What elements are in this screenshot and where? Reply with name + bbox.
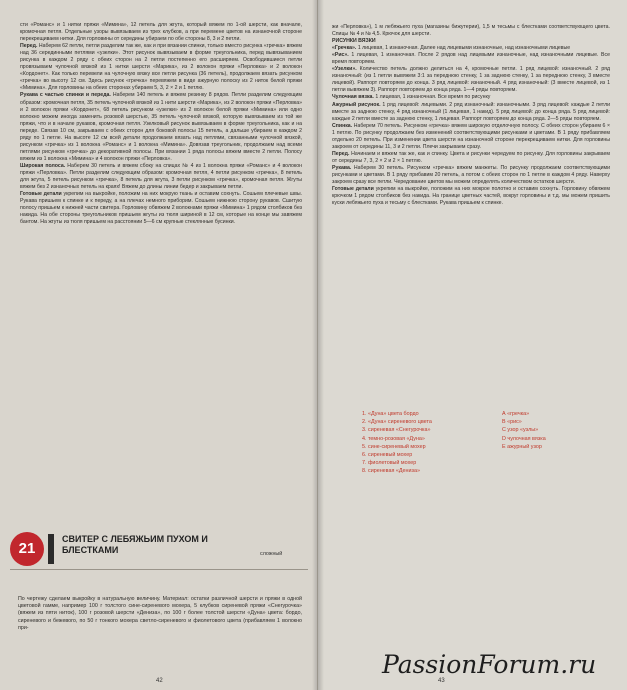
paragraph: Ажурный рисунок. 1 ряд лицевой: лицевыми. 2 ряд изнаночный: изнаночными. 3 ряд лицевой: каждые 2 петли вместе за заднюю стенку, 4 ряд изнаночный (1 лицевая, 1 накид). 5 ряд лицевой: до конца ряда. 5 ряд лицевой: каждые 2 петли вместе за заднюю стенку, 1 лицевая. Раппорт повторяем до конца ряда. 2—5 ряды повторяем. xyxy=(332,101,610,122)
paragraph: «Узелки». Количество петель должно делиться на 4, кромочные петли. 1 ряд лицевой: изнаночный. 2 ряд изнаночный: (из 1 петли вывяжем 3:1 за переднюю стенку, 1 за заднюю стенку, 1 за переднюю стенку, 3 вместе лицевой). Раппорт повторяем до конца. 3 ряд лицевой: изнаночный. 4 ряд изнаночный: (3 вместе лицевой, из 1 петли вывяжем 3). Раппорт повторяем до конца ряда. 1—4 ряды повторяем. xyxy=(332,66,610,94)
legend-item: 1. «Дуна» цвета бордо xyxy=(362,411,419,417)
paragraph: Перед. Наберем 62 петли, петли разделим так же, как и при вязании спинки, только вместо рисунка «гречка» вяжем над 36 серединными петлями «узелки». Этот рисунок вывязываем в форме треугольника, перед вывязыванием рисунка в каждом 2 ряду с обеих сторон на 2 петли постепенно его расширяем. Освободившиеся петли провязываем чулочной вязкой из 1 нитки шерсти «Марика», из 2 волокон пряжи «Перловка» и 2 волокон «Кордонет». Как только перевели на чулочную вязку все петли рисунка (36 петель), продолжаем вязать рисунком «гречка» во высоту 12 см. Здесь рисунок «гречка» перевяжем в виде ажурную полоску из 2 ниток белой пряжи «Мимина». Для горловины на обеих сторонах убираем 5, 3, 2 × 2 и 1 петлю. xyxy=(20,43,302,92)
paragraph: Перед. Начинаем и вяжем так же, как и спинку. Цвета и рисунки чередуем по рисунку. Для горловины закрываем от середины 7, 3, 2 × 2 и 2 × 1 петлю. xyxy=(332,150,610,164)
legend-item: А «гречка» xyxy=(502,411,530,417)
paragraph: «Гречка». 1 лицевая, 1 изнаночная. Далее над лицевыми изнаночные, над изнаночными лицевые xyxy=(332,45,571,52)
section-heading: РИСУНКИ ВЯЗКИ xyxy=(332,38,376,45)
left-text-column xyxy=(20,22,302,226)
divider xyxy=(10,569,308,570)
banner-bar xyxy=(48,534,54,564)
paragraph: «Рис». 1 лицевая, 1 изнаночная. После 2 рядов над лицевыми изнаночные, над изнаночными лицевые. Все время повторяем. xyxy=(332,52,610,66)
legend-item: 6. сиреневый мохер xyxy=(362,452,413,459)
legend-item: 2. «Дуна» сиреневого цвета xyxy=(362,419,432,426)
paragraph: Спинка. Наберем 70 петель. Рисунком «гречка» вяжем широкую отделочную полосу. С обеих сторон убираем 6 × 1 петлю. По рисунку продолжаем без изменений соответствующими рисунками и цветами. В 1 ряду прибавляем отдельно 20 петель. При изменении цвета шерсти на изнаночной стороне перекрещиваем нитки. Для горловины закроем от середины 11, 3 и 2 петли. Плечи закрываем сразу. xyxy=(332,122,610,150)
materials-text: По чертежу сделаем выкройку в натуральную величину. Материал: остатки различной шерсти и пряжи в одной цветовой гамме, например 100 г толстого сине-сиреневого мохера, 5 клубков сиреневой пряжи «Снегурочка» (вяжем из пяти ниток), 100 г розовой шерсти «Дениза», по 100 г более толстой шерсти «Дуна» цвета: бордо, сиреневого и бежевого, по 50 г тонкого мохера светло-сиреневого и фиолетового цвета (прибавляем 1 волокно при- xyxy=(18,596,302,631)
watermark: PassionForum.ru xyxy=(382,650,597,679)
section-number: 21 xyxy=(18,540,36,557)
legend-item: В «рис» xyxy=(502,419,522,426)
legend-item: 4. темно-розовая «Дуна» xyxy=(362,435,425,442)
paragraph: Широкая полоса. Наберем 30 петель и вяжем сбоку на спицах № 4 из 1 волокна пряжи «Романс» и 4 волокон пряжи «Перловка». Петли разделим следующим образом: кромочная петля, 4 петли рисунком «гречка», 8 петель для жгута, 5 петель рисунком «гречка», 8 петель для жгута, 3 петли рисунком «гречка», кромочная петля. Жгуты вяжем без 2 изнаночных петель на краях! Вяжем до длины линии бедер и закрываем петли. xyxy=(20,162,302,191)
difficulty-label: сложный xyxy=(260,551,283,557)
legend-item: Е ажурный узор xyxy=(502,443,542,450)
book-gutter xyxy=(312,0,324,690)
paragraph: Рукава с частью спинки и переда. Наберем 140 петель и вяжем резинку 8 рядов. Петли разделим следующим образом: кромочная петля, 35 петель чулочной вязкой из 1 нити шерсти «Марика», из 2 волокон пряжи «Перловка» и 2 волокон пряжи «Кордонет», 68 петель рисунком «узелки» из 2 волокон белой пряжи «Мимина» или одно волокно можем иногда заменить розовой шерстью, 35 петель чулочной вязкой, которую вывязываем из той же пряжи, что и в начале рукавов, кромочная петля. Узелковый рисунок вывязываем в форме треугольника, как и на переде. Связав 10 см, закрываем с обеих сторон для боковой полосы 15 петель, а дальше убираем в каждом 2 ряду по 1 петле. На высоте 12 см всей детали продолжаем вязать над петлями, связанными чулочной вязкой, рисунком «гречка» из 1 волокна «Романс» и 1 волокна «Мимина». Довязав треугольник, продолжаем над всеми петлями рисунком «гречка» до декоративной полосы. При вязании 1 ряда полосы вяжем вместе 2 петли. Полосу вяжем из 1 волокна «Мимина» и 4 волокон пряжи «Перловка». xyxy=(20,92,302,162)
legend-item: 3. сиреневая «Снегурочка» xyxy=(362,427,431,434)
section-title: СВИТЕР С ЛЕБЯЖЬИМ ПУХОМ И БЛЕСТКАМИ xyxy=(62,534,208,555)
paragraph: Готовые детали укрепим на выкройке, положим на них мокрую ткань и оставим сохнуть. Сошьем плечевые швы. Рукава пришьем к спинке и к переду, а на плечах немного приборим. Сошьем нижнюю сторону рукавов. Сшитую полосу пришьем к нижней части свитера. Горловину обвяжем 2 волокнами пряжи «Мимина» 1 рядом столбиков без накида. На обе стороны треугольников пришьем жгуты из тюля шириной в 12 см, которые на конце мы завяжем бантом. На жгуты из тюля пришьем на расстоянии 5—6 см крупные стеклянные бусинки. xyxy=(20,191,303,226)
paragraph: жи «Перловка»), 1 м лебяжьего пуха (магазины бижутерии), 1,5 м тесьмы с блестками соответствующего цвета. Спицы № 4 и № 4,5. Крючок для шерсти. xyxy=(332,24,610,38)
paragraph: Рукава. Наберем 30 петель. Рисунком «гречка» вяжем манжеты. По рисунку продолжаем соответствующими рисунками и цветами. В 1 ряду прибавим 20 петель, а потом с обеих сторон по 1 петле в каждом 4 ряду. Наверху закроем сразу все петли. Чередование цветов мы можем определять количеством остатков шерсти. xyxy=(332,164,610,186)
section-number-badge xyxy=(10,532,44,566)
legend-item: 5. сине-сиреневый мохер xyxy=(362,443,426,450)
legend-item: D чулочная вязка xyxy=(502,435,546,442)
paragraph: Чулочная вязка. 1 лицевая, 1 изнаночная. Все время по рисунку xyxy=(332,94,491,101)
legend-item: С узор «узлы» xyxy=(502,427,539,434)
section-banner xyxy=(0,520,318,580)
pattern-legend xyxy=(502,410,602,451)
yarn-legend xyxy=(362,410,502,476)
right-text-column xyxy=(332,24,610,207)
legend-item: 8. сиреневая «Дениза» xyxy=(362,468,420,475)
page-number-left: 42 xyxy=(156,678,163,684)
right-page xyxy=(318,0,627,690)
paragraph: сти «Романс» и 1 нитки пряжи «Мимина», 12 петель для жгута, который вяжем по 1-ой шерсти, как вначале, кромочная петля. Отдельные узоры вывязываем из трех клубков, а при перемене цветов на изнаночной стороне перекрещиваем нитки. Для горловины от середины убираем по обе стороны 8, 3 и 2 петли. xyxy=(20,22,302,43)
paragraph: Готовые детали укрепим на выкройке, положим на них мокрое полотно и оставим сохнуть. Горловину обвяжем крючком 1 рядом столбиков без накида. На границе цветных частей, вокруг горловины и т.д. мы можем пришить куски лебяжьего пуха и тесьму с блестками. Рукава пришьем к спинке. xyxy=(332,186,610,207)
page-number-right: 43 xyxy=(438,678,445,684)
legend-item: 7. фиолетовый мохер xyxy=(362,460,417,467)
